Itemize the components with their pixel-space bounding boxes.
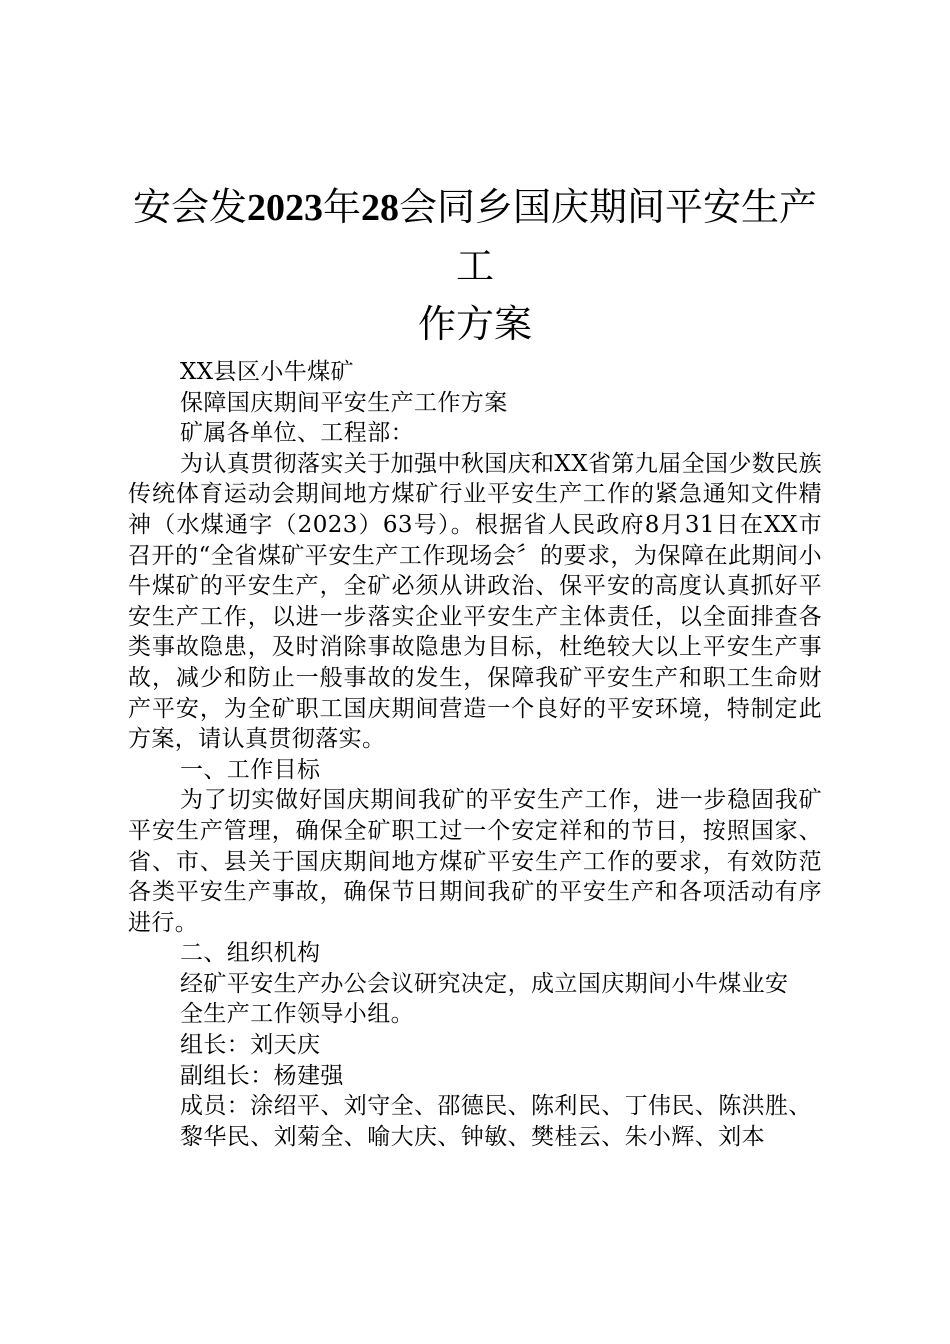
- document-page: [128, 178, 822, 1152]
- title-text-2: 年: [322, 185, 361, 229]
- title-text-1: 安会发: [132, 185, 247, 229]
- plan-subtitle: 保障国庆期间平安生产工作方案: [180, 389, 508, 416]
- section-heading-organization: 二、组织机构: [180, 940, 321, 967]
- leader-line: 组长：刘天庆: [180, 1032, 321, 1059]
- title-text-4: 作方案: [417, 302, 532, 346]
- document-title: [128, 178, 822, 353]
- addressee: 矿属各单位、工程部：: [180, 420, 414, 447]
- title-text-3: 会同乡国庆期间平安生产工: [399, 185, 818, 288]
- title-number-doc: 28: [361, 187, 399, 229]
- intro-paragraph: 为认真贯彻落实关于加强中秋国庆和XX省第九届全国少数民族传统体育运动会期间地方煤矿行业平安生产工作的紧急通知文件精神（水煤通字（2023）63号）。根据省人民政府8月31日在XX市召开的“全省煤矿平安生产工作现场会〞的要求，为保障在此期间小牛煤矿的平安生产，全矿必须从讲政治、保平安的高度认真抓好平安生产工作，以进一步落实企业平安生产主体责任，以全面排查各类事故隐患，及时消除事故隐患为目标，杜绝较大以上平安生产事故，减少和防止一般事故的发生，保障我矿平安生产和职工生命财产平安，为全矿职工国庆期间营造一个良好的平安环境，特制定此方案，请认真贯彻落实。: [128, 450, 822, 753]
- section-heading-goals: 一、工作目标: [180, 756, 321, 783]
- members-line: 成员：涂绍平、刘守全、邵德民、陈利民、丁伟民、陈洪胜、: [180, 1093, 812, 1120]
- title-number-year: 2023: [246, 187, 323, 229]
- goals-paragraph: 为了切实做好国庆期间我矿的平安生产工作，进一步稳固我矿平安生产管理，确保全矿职工过一个安定祥和的节日，按照国家、省、市、县关于国庆期间地方煤矿平安生产工作的要求，有效防范各类平安生产事故，确保节日期间我矿的平安生产和各项活动有序进行。: [128, 787, 822, 936]
- organization-continued: 全生产工作领导小组。: [180, 1001, 414, 1028]
- org-name: XX县区小牛煤矿: [180, 359, 354, 385]
- organization-paragraph: 经矿平安生产办公会议研究决定，成立国庆期间小牛煤业安: [180, 970, 789, 997]
- members-continued: 黎华民、刘菊全、喻大庆、钟敏、樊桂云、朱小辉、刘本: [180, 1123, 765, 1150]
- deputy-leader-line: 副组长：杨建强: [180, 1062, 344, 1089]
